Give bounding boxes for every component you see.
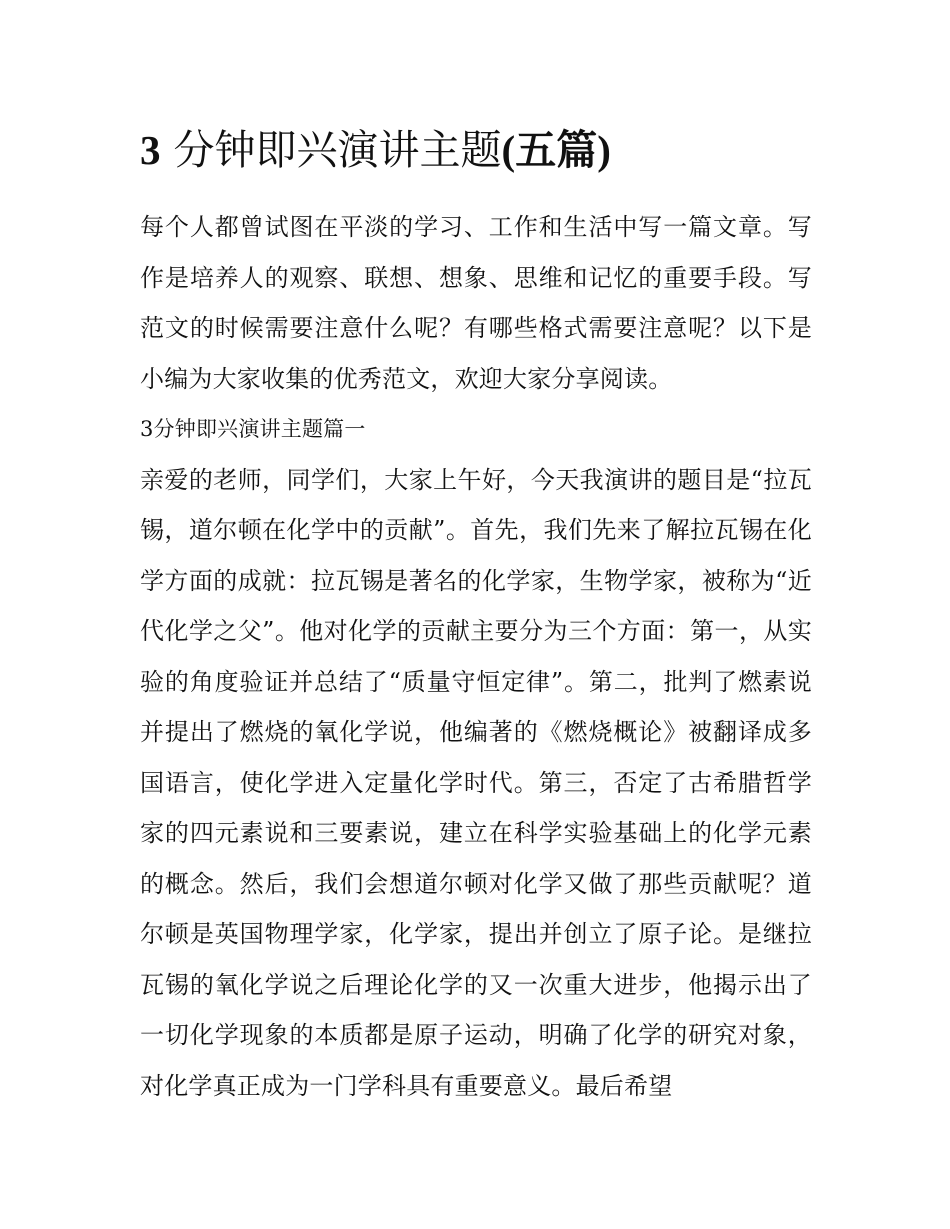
document-title (140, 118, 812, 182)
section-heading: 3分钟即兴演讲主题篇一 (140, 417, 366, 441)
title-main: 分钟即兴演讲主题 (173, 126, 502, 174)
intro-paragraph: 每个人都曾试图在平淡的学习、工作和生活中写一篇文章。写作是培养人的观察、联想、想象、思维和记忆的重要手段。写范文的时候需要注意什么呢？有哪些格式需要注意呢？以下是小编为大家收集的优秀范文，欢迎大家分享阅读。 (140, 213, 812, 393)
title-paren: (五篇) (501, 127, 611, 173)
document-content (140, 118, 812, 1111)
section-body-paragraph: 亲爱的老师，同学们，大家上午好，今天我演讲的题目是“拉瓦锡，道尔顿在化学中的贡献”。首先，我们先来了解拉瓦锡在化学方面的成就：拉瓦锡是著名的化学家，生物学家，被称为“近代化学之父”。他对化学的贡献主要分为三个方面：第一，从实验的角度验证并总结了“质量守恒定律”。第二，批判了燃素说并提出了燃烧的氧化学说，他编著的《燃烧概论》被翻译成多国语言，使化学进入定量化学时代。第三，否定了古希腊哲学家的四元素说和三要素说，建立在科学实验基础上的化学元素的概念。然后，我们会想道尔顿对化学又做了那些贡献呢？道尔顿是英国物理学家，化学家，提出并创立了原子论。是继拉瓦锡的氧化学说之后理论化学的又一次重大进步，他揭示出了一切化学现象的本质都是原子运动，明确了化学的研究对象，对化学真正成为一门学科具有重要意义。最后希望 (140, 465, 812, 1100)
title-number: 3 (140, 127, 161, 173)
